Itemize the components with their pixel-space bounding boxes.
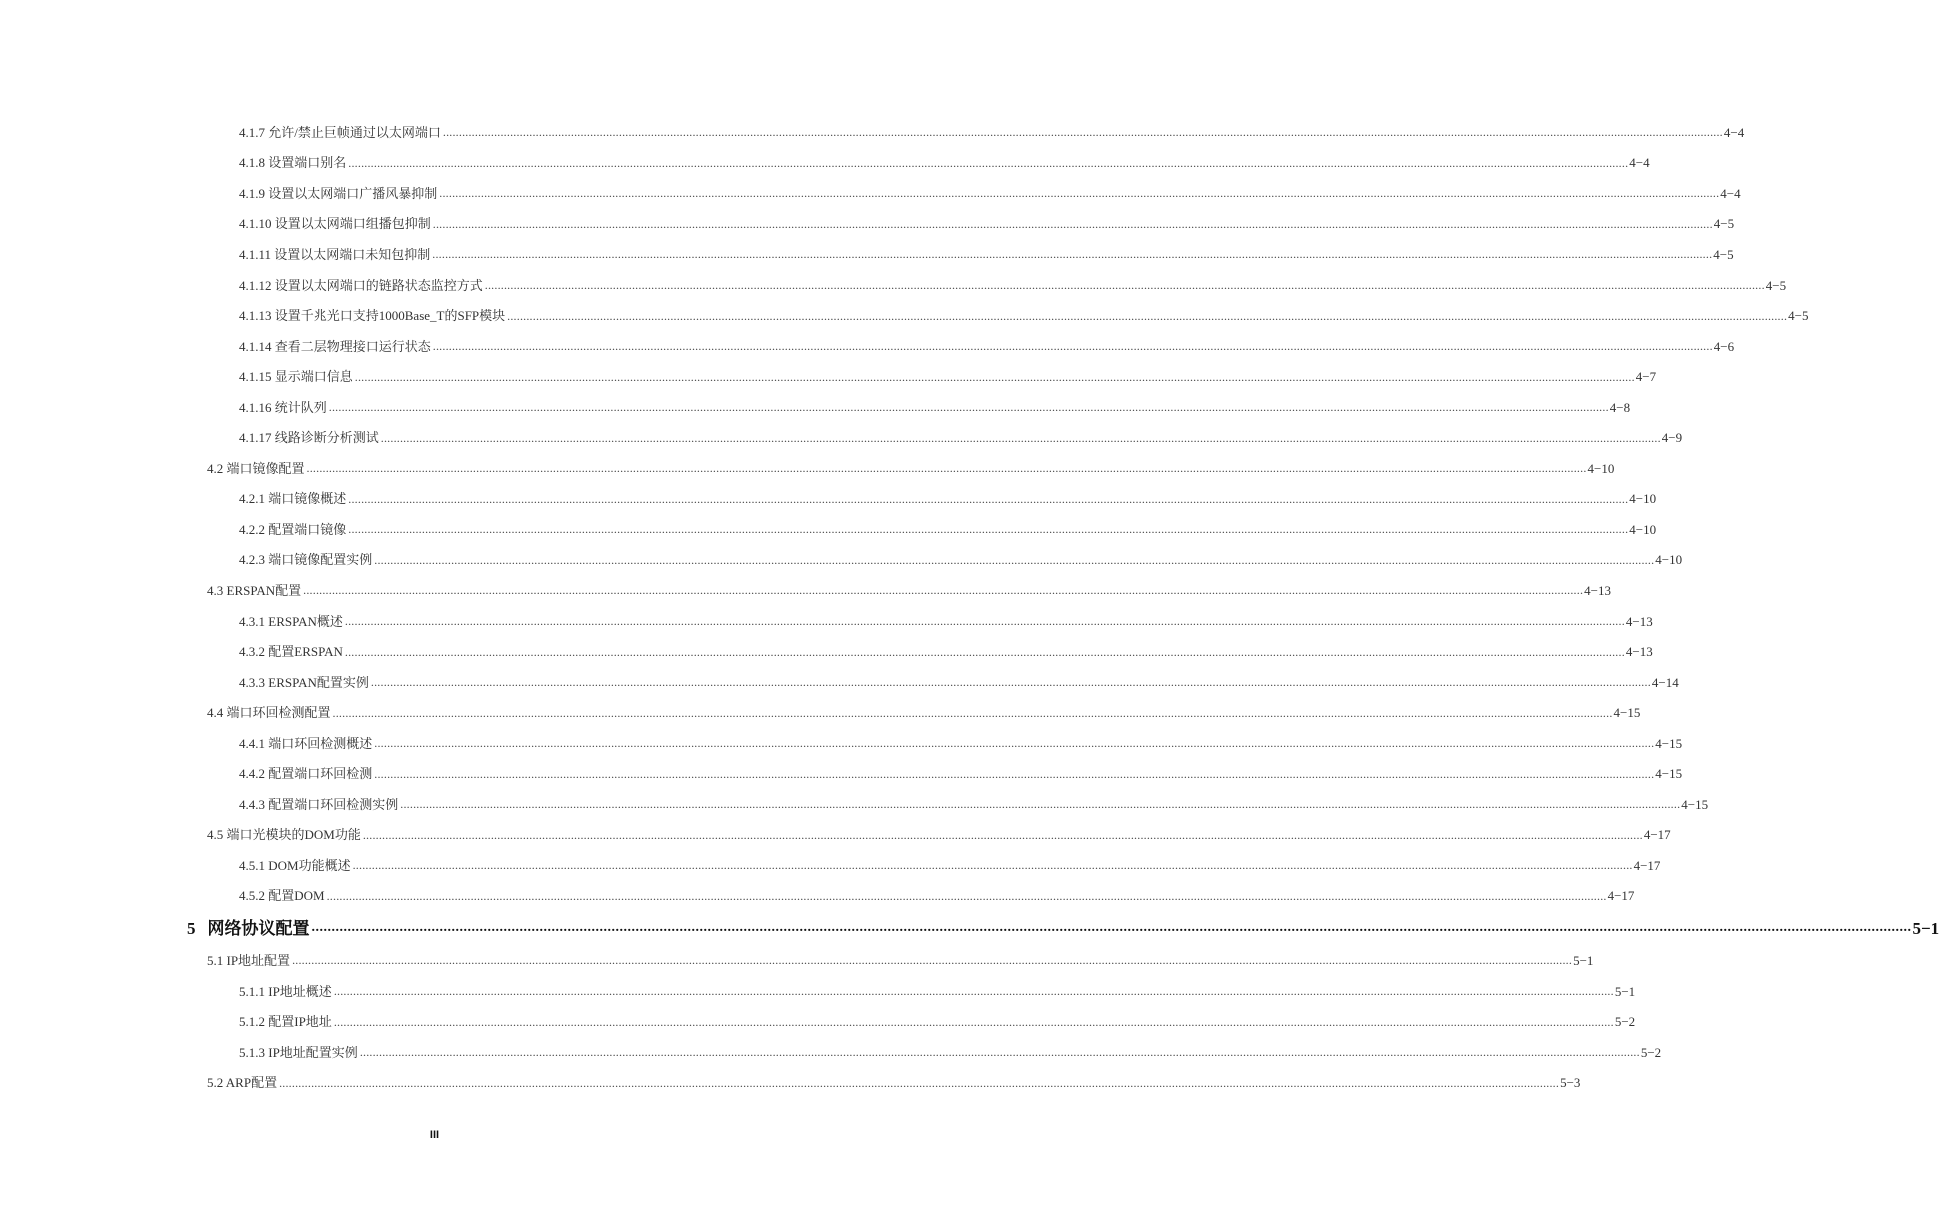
toc-page-number: 4−17 bbox=[1643, 827, 1671, 843]
toc-entry-title: 4.4.1 端口环回检测概述 bbox=[239, 735, 373, 751]
toc-subsection-entry[interactable] bbox=[0, 331, 1735, 362]
toc-page-number: 4−4 bbox=[1723, 124, 1745, 140]
toc-entry-title: 4.1.16 统计队列 bbox=[239, 399, 327, 415]
toc-page-number: 4−17 bbox=[1607, 888, 1635, 904]
toc-subsection-entry[interactable] bbox=[0, 117, 1745, 148]
toc-dot-leader: ................................................................................................................................................................................................................................................................................................................................................................................................................ bbox=[311, 920, 1912, 936]
toc-dot-leader: ................................................................................................................................................................................................................................................................................................................................................................................................................ bbox=[333, 1014, 1614, 1029]
toc-entry-title: 4.3 ERSPAN配置 bbox=[207, 582, 302, 598]
toc-subsection-entry[interactable] bbox=[0, 545, 1683, 576]
toc-entry-title: 4.1.14 查看二层物理接口运行状态 bbox=[239, 338, 431, 354]
toc-subsection-entry[interactable] bbox=[0, 392, 1631, 423]
toc-page-number: 4−13 bbox=[1584, 582, 1611, 598]
toc-page-number: 4−17 bbox=[1633, 857, 1661, 873]
toc-section-entry[interactable] bbox=[0, 945, 1594, 976]
toc-subsection-entry[interactable] bbox=[0, 850, 1661, 881]
toc-entry-title: 4.1.15 显示端口信息 bbox=[239, 369, 353, 385]
toc-chapter-number: 5 bbox=[187, 918, 196, 938]
toc-dot-leader: ................................................................................................................................................................................................................................................................................................................................................................................................................ bbox=[352, 858, 1633, 873]
toc-page-number: 4−4 bbox=[1629, 155, 1650, 171]
page-number: III bbox=[429, 1129, 440, 1141]
toc-subsection-entry[interactable] bbox=[0, 758, 1683, 789]
toc-subsection-entry[interactable] bbox=[0, 881, 1635, 912]
toc-subsection-entry[interactable] bbox=[0, 239, 1734, 270]
toc-page-number: 4−10 bbox=[1629, 521, 1657, 537]
toc-page-number: 4−5 bbox=[1765, 277, 1787, 293]
toc-subsection-entry[interactable] bbox=[0, 178, 1741, 209]
toc-subsection-entry[interactable] bbox=[0, 270, 1787, 301]
toc-page-number: 5−3 bbox=[1560, 1075, 1581, 1091]
table-of-contents bbox=[0, 117, 1939, 1098]
toc-page-number: 4−15 bbox=[1655, 735, 1683, 751]
toc-dot-leader: ................................................................................................................................................................................................................................................................................................................................................................................................................ bbox=[432, 216, 1713, 231]
toc-page-number: 4−10 bbox=[1587, 460, 1615, 476]
toc-page-number: 4−5 bbox=[1788, 308, 1809, 324]
toc-entry-title: 4.4.2 配置端口环回检测 bbox=[239, 766, 373, 782]
toc-dot-leader: ................................................................................................................................................................................................................................................................................................................................................................................................................ bbox=[374, 766, 1655, 781]
toc-dot-leader: ................................................................................................................................................................................................................................................................................................................................................................................................................ bbox=[439, 186, 1720, 201]
toc-entry-title: 4.1.12 设置以太网端口的链路状态监控方式 bbox=[239, 277, 483, 293]
toc-page-number: 4−5 bbox=[1713, 216, 1735, 232]
toc-page-number: 4−9 bbox=[1661, 430, 1683, 446]
toc-entry-title: 5.1.3 IP地址配置实例 bbox=[239, 1044, 358, 1060]
toc-page-number: 4−7 bbox=[1635, 369, 1657, 385]
toc-page-number: 4−15 bbox=[1681, 796, 1709, 812]
toc-entry-title: 4.3.2 配置ERSPAN bbox=[239, 644, 343, 660]
toc-section-entry[interactable] bbox=[0, 697, 1641, 728]
toc-entry-title: 4.4 端口环回检测配置 bbox=[207, 705, 331, 721]
toc-page-number: 4−4 bbox=[1720, 185, 1741, 201]
toc-page-number: 4−10 bbox=[1655, 552, 1683, 568]
toc-section-entry[interactable] bbox=[0, 453, 1615, 484]
toc-dot-leader: ................................................................................................................................................................................................................................................................................................................................................................................................................ bbox=[344, 644, 1625, 659]
toc-page-number: 4−10 bbox=[1629, 491, 1657, 507]
toc-dot-leader: ................................................................................................................................................................................................................................................................................................................................................................................................................ bbox=[484, 278, 1765, 292]
toc-entry-title: 4.2 端口镜像配置 bbox=[207, 460, 305, 476]
toc-page-number: 4−13 bbox=[1625, 644, 1653, 660]
toc-entry-title: 5.1.2 配置IP地址 bbox=[239, 1014, 332, 1030]
toc-entry-title: 4.4.3 配置端口环回检测实例 bbox=[239, 796, 399, 812]
toc-subsection-entry[interactable] bbox=[0, 1037, 1662, 1068]
toc-subsection-entry[interactable] bbox=[0, 667, 1679, 698]
toc-dot-leader: ................................................................................................................................................................................................................................................................................................................................................................................................................ bbox=[344, 614, 1625, 629]
toc-dot-leader: ................................................................................................................................................................................................................................................................................................................................................................................................................ bbox=[333, 984, 1614, 999]
toc-entry-title: 4.1.7 允许/禁止巨帧通过以太网端口 bbox=[239, 124, 441, 140]
toc-entry-title: 4.1.9 设置以太网端口广播风暴抑制 bbox=[239, 185, 438, 201]
toc-dot-leader: ................................................................................................................................................................................................................................................................................................................................................................................................................ bbox=[328, 400, 1609, 415]
toc-entry-title: 5.1.1 IP地址概述 bbox=[239, 983, 332, 999]
toc-section-entry[interactable] bbox=[0, 820, 1671, 851]
toc-page-number: 5−1 bbox=[1614, 983, 1636, 999]
toc-dot-leader: ................................................................................................................................................................................................................................................................................................................................................................................................................ bbox=[348, 522, 1629, 537]
toc-subsection-entry[interactable] bbox=[0, 422, 1683, 453]
toc-entry-title: 4.1.11 设置以太网端口未知包抑制 bbox=[239, 246, 431, 262]
toc-dot-leader: ................................................................................................................................................................................................................................................................................................................................................................................................................ bbox=[442, 125, 1723, 140]
toc-dot-leader: ................................................................................................................................................................................................................................................................................................................................................................................................................ bbox=[359, 1045, 1640, 1060]
toc-dot-leader: ................................................................................................................................................................................................................................................................................................................................................................................................................ bbox=[279, 1075, 1560, 1090]
toc-entry-title: 4.1.8 设置端口别名 bbox=[239, 155, 347, 171]
toc-dot-leader: ................................................................................................................................................................................................................................................................................................................................................................................................................ bbox=[326, 888, 1607, 903]
toc-dot-leader: ................................................................................................................................................................................................................................................................................................................................................................................................................ bbox=[432, 339, 1713, 354]
toc-entry-title: 4.1.10 设置以太网端口组播包抑制 bbox=[239, 216, 431, 232]
toc-page-number: 4−13 bbox=[1625, 613, 1653, 629]
toc-subsection-entry[interactable] bbox=[0, 209, 1735, 240]
toc-entry-title: 4.5 端口光模块的DOM功能 bbox=[207, 827, 361, 843]
toc-section-entry[interactable] bbox=[0, 1067, 1581, 1098]
toc-subsection-entry[interactable] bbox=[0, 789, 1709, 820]
toc-dot-leader: ................................................................................................................................................................................................................................................................................................................................................................................................................ bbox=[374, 552, 1655, 567]
toc-subsection-entry[interactable] bbox=[0, 148, 1650, 179]
toc-subsection-entry[interactable] bbox=[0, 636, 1653, 667]
toc-subsection-entry[interactable] bbox=[0, 514, 1657, 545]
toc-dot-leader: ................................................................................................................................................................................................................................................................................................................................................................................................................ bbox=[507, 308, 1788, 323]
toc-page-number: 4−5 bbox=[1713, 246, 1734, 262]
toc-page-number: 4−15 bbox=[1613, 705, 1641, 721]
toc-dot-leader: ................................................................................................................................................................................................................................................................................................................................................................................................................ bbox=[332, 705, 1613, 720]
toc-section-entry[interactable] bbox=[0, 575, 1611, 606]
toc-chapter-entry[interactable] bbox=[0, 911, 1939, 945]
toc-dot-leader: ................................................................................................................................................................................................................................................................................................................................................................................................................ bbox=[374, 736, 1655, 751]
toc-entry-title: 4.2.2 配置端口镜像 bbox=[239, 521, 347, 537]
toc-subsection-entry[interactable] bbox=[0, 1006, 1636, 1037]
toc-page-number: 5−1 bbox=[1912, 918, 1939, 938]
toc-dot-leader: ................................................................................................................................................................................................................................................................................................................................................................................................................ bbox=[292, 953, 1573, 968]
toc-subsection-entry[interactable] bbox=[0, 300, 1809, 331]
toc-dot-leader: ................................................................................................................................................................................................................................................................................................................................................................................................................ bbox=[432, 247, 1713, 262]
toc-entry-title: 4.2.3 端口镜像配置实例 bbox=[239, 552, 373, 568]
toc-dot-leader: ................................................................................................................................................................................................................................................................................................................................................................................................................ bbox=[348, 155, 1629, 170]
toc-page-number: 4−14 bbox=[1651, 674, 1679, 690]
toc-entry-title: 5.1 IP地址配置 bbox=[207, 952, 291, 968]
toc-subsection-entry[interactable] bbox=[0, 606, 1653, 637]
toc-dot-leader: ................................................................................................................................................................................................................................................................................................................................................................................................................ bbox=[362, 827, 1643, 842]
toc-dot-leader: ................................................................................................................................................................................................................................................................................................................................................................................................................ bbox=[370, 675, 1651, 690]
toc-dot-leader: ................................................................................................................................................................................................................................................................................................................................................................................................................ bbox=[306, 461, 1587, 476]
toc-entry-title: 网络协议配置 bbox=[207, 918, 310, 938]
toc-entry-title: 4.5.2 配置DOM bbox=[239, 888, 325, 904]
toc-page-number: 4−8 bbox=[1609, 399, 1631, 415]
toc-page-number: 5−2 bbox=[1614, 1014, 1636, 1030]
toc-subsection-entry[interactable] bbox=[0, 728, 1683, 759]
toc-page-number: 4−15 bbox=[1655, 766, 1683, 782]
toc-dot-leader: ................................................................................................................................................................................................................................................................................................................................................................................................................ bbox=[348, 491, 1629, 506]
toc-entry-title: 4.1.13 设置千兆光口支持1000Base_T的SFP模块 bbox=[239, 308, 506, 324]
toc-entry-title: 4.1.17 线路诊断分析测试 bbox=[239, 430, 379, 446]
toc-dot-leader: ................................................................................................................................................................................................................................................................................................................................................................................................................ bbox=[380, 430, 1661, 445]
toc-entry-title: 4.3.1 ERSPAN概述 bbox=[239, 613, 343, 629]
toc-page-number: 4−6 bbox=[1713, 338, 1735, 354]
toc-subsection-entry[interactable] bbox=[0, 361, 1657, 392]
toc-subsection-entry[interactable] bbox=[0, 976, 1636, 1007]
toc-dot-leader: ................................................................................................................................................................................................................................................................................................................................................................................................................ bbox=[303, 583, 1584, 598]
toc-entry-title: 4.5.1 DOM功能概述 bbox=[239, 857, 351, 873]
toc-entry-title: 5.2 ARP配置 bbox=[207, 1075, 278, 1091]
toc-dot-leader: ................................................................................................................................................................................................................................................................................................................................................................................................................ bbox=[354, 369, 1635, 384]
toc-entry-title: 4.3.3 ERSPAN配置实例 bbox=[239, 674, 369, 690]
toc-entry-title: 4.2.1 端口镜像概述 bbox=[239, 491, 347, 507]
toc-subsection-entry[interactable] bbox=[0, 484, 1657, 515]
toc-page-number: 5−1 bbox=[1573, 952, 1594, 968]
toc-page-number: 5−2 bbox=[1640, 1044, 1662, 1060]
toc-dot-leader: ................................................................................................................................................................................................................................................................................................................................................................................................................ bbox=[400, 797, 1681, 812]
